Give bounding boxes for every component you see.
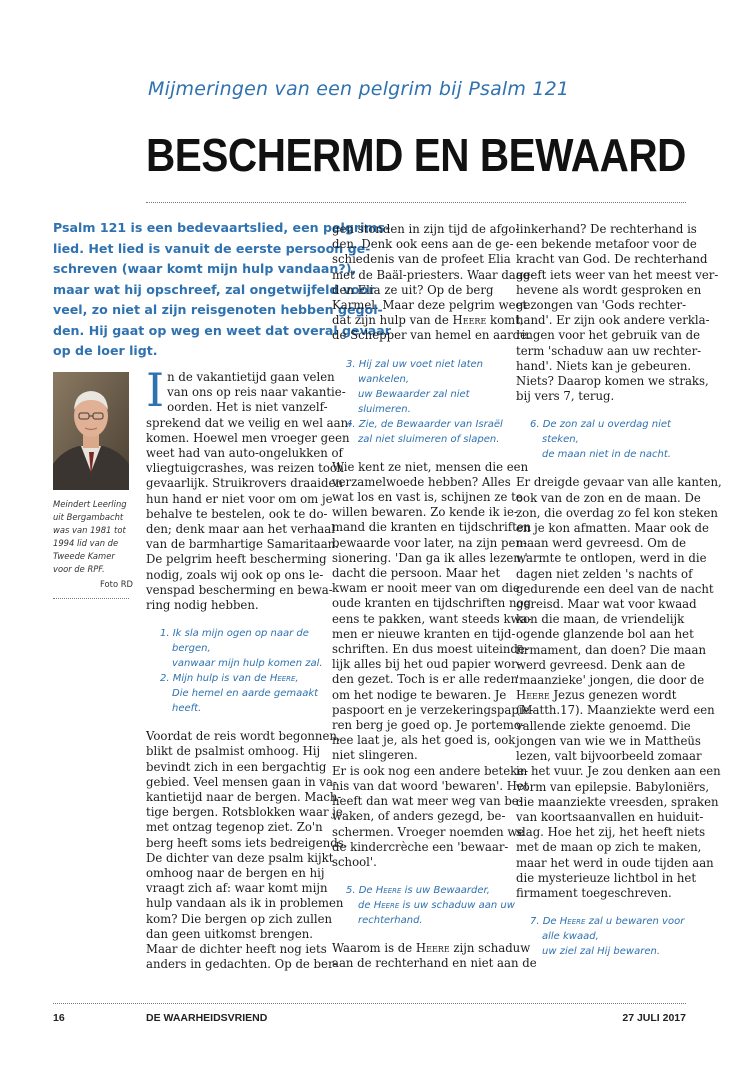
verse-line: 6. De zon zal u overdag niet [530, 419, 671, 431]
portrait-illustration [53, 372, 129, 490]
psalm-verse [516, 417, 686, 462]
text-line: de kindercrèche een 'bewaar- [332, 839, 509, 854]
verse-line: de Heere is uw schaduw aan uw [358, 900, 515, 912]
text-line: gen stonden in zijn tijd de afgo- [332, 222, 520, 236]
text-line: anders in gedachten. Op de ber- [146, 957, 338, 972]
verse-line: rechterhand. [358, 915, 423, 927]
text-line: niet slingeren. [332, 748, 418, 763]
text-line: ringen voor het gebruik van de [516, 328, 701, 343]
text-line: van ons op reis naar vakantie- [167, 385, 346, 400]
text-line: schiedenis van de profeet Elia [332, 252, 511, 267]
photo-credit: Foto RD [100, 579, 133, 589]
paragraph [332, 222, 535, 313]
paragraph [516, 475, 722, 688]
verse-line: alle kwaad, [542, 931, 599, 943]
caption-line: voor de RPF. [53, 564, 105, 574]
text-line: dat zijn hulp van de Heere komt, [332, 313, 524, 328]
verse-line: 7. De Heere zal u bewaren voor [530, 916, 685, 928]
psalm-verse [516, 914, 686, 959]
lead-line: veel, zo niet al zijn reisgenoten hebben gegol- [53, 302, 383, 317]
photo-caption [53, 498, 133, 591]
text-line: hun hand er niet voor om om je [146, 491, 333, 506]
text-line: firmament toegeschreven. [516, 885, 672, 900]
verse-line: 1. Ik sla mijn ogen op naar de [160, 628, 309, 640]
text-line: kracht van God. De rechterhand [516, 252, 708, 267]
text-line: hulp vandaan als ik in problemen [146, 896, 344, 911]
text-line: nis van dat woord 'bewaren'. Het [332, 778, 529, 793]
text-line: slag. Hoe het zij, het heeft niets [516, 825, 706, 840]
text-line: ren berg je goed op. Je portemo- [332, 718, 525, 733]
text-line: oude kranten en tijdschriften nog [332, 596, 532, 611]
text-line: die mysterieuze lichtbol in het [516, 870, 697, 885]
verse-line: 4. Zie, de Bewaarder van Israël [346, 418, 503, 430]
text-line: lezen, valt bijvoorbeeld zomaar [516, 749, 702, 764]
text-line: Voordat de reis wordt begonnen, [146, 729, 341, 744]
article-title: BESCHERMD EN BEWAARD [146, 129, 686, 181]
text-line: vraagt zich af: waar komt mijn [146, 881, 328, 896]
text-line: vorm van epilepsie. Babyloniërs, [516, 779, 710, 794]
text-line: jongen van wie we in Mattheüs [516, 733, 701, 748]
lead-line: lied. Het lied is vanuit de eerste persoon ge- [53, 240, 371, 256]
text-line: kwam er nooit meer van om die [332, 581, 520, 596]
text-line: schriften. En dus moest uiteinde- [332, 642, 529, 657]
paragraph [146, 729, 348, 972]
verse-line: Die hemel en aarde gemaakt [172, 688, 319, 700]
article-lead [53, 218, 392, 362]
text-line: zon, die overdag zo fel kon steken [516, 505, 718, 520]
text-line: linkerhand? De rechterhand is [516, 222, 697, 236]
text-line: die maanziekte vreesden, spraken [516, 794, 719, 809]
paragraph [146, 415, 353, 614]
caption-divider [53, 598, 129, 599]
text-line: geeft iets weer van het meest ver- [516, 267, 719, 282]
text-line: Niets? Daarop komen we straks, [516, 374, 709, 389]
caption-line: Meindert Leerling [53, 499, 127, 509]
text-line: weet had van auto-ongelukken of [146, 446, 343, 461]
verse-line: de maan niet in de nacht. [542, 449, 671, 461]
issue-date: 27 JULI 2017 [622, 1012, 686, 1024]
text-line: kantietijd naar de bergen. Mach- [146, 790, 342, 805]
text-line: Waarom is de Heere zijn schaduw [332, 941, 531, 956]
verse-line: 2. Mijn hulp is van de Heere, [160, 673, 299, 685]
body-column-3 [516, 222, 722, 959]
verse-line: heeft. [172, 703, 202, 715]
text-line: sionering. 'Dan ga ik alles lezen,' [332, 550, 528, 565]
verse-line: uw ziel zal Hij bewaren. [542, 946, 661, 958]
paragraph [332, 459, 534, 870]
text-line: maan werd gevreesd. Om de [516, 536, 687, 551]
text-line: werd gevreesd. Denk aan de [516, 657, 686, 672]
caption-line: 1994 lid van de [53, 538, 119, 548]
text-line: kon die maan, de vriendelijk [516, 612, 685, 627]
lead-line: maar wat hij opschreef, zal ongetwijfeld voor [53, 281, 375, 297]
text-line: waken, of anders gezegd, be- [332, 809, 506, 824]
text-line: hand'. Er zijn ook andere verkla- [516, 313, 710, 328]
text-line: Heere Jezus genezen wordt [516, 688, 677, 703]
verse-line: 5. De Heere is uw Bewaarder, [346, 885, 490, 897]
text-line: school'. [332, 854, 377, 869]
text-line: met de Baäl-priesters. Waar daag- [332, 267, 535, 282]
text-line: De dichter van deze psalm kijkt [146, 850, 334, 865]
psalm-verse [332, 357, 502, 447]
text-line: kom? Die bergen op zich zullen [146, 911, 333, 926]
text-line: warmte te ontlopen, werd in die [516, 551, 707, 566]
text-line: gedurende een deel van de nacht [516, 581, 714, 596]
footer-divider [53, 1003, 686, 1004]
text-line: hevene als wordt gesproken en [516, 282, 702, 297]
text-line: verzamelwoede hebben? Alles [332, 474, 511, 489]
text-line: berg heeft soms iets bedreigends. [146, 835, 348, 850]
caption-line: was van 1981 tot [53, 525, 126, 535]
text-line: (Matth.17). Maanziekte werd een [516, 703, 715, 718]
text-line: om het nodige te bewaren. Je [332, 687, 507, 702]
text-line: willen bewaren. Zo kende ik ie- [332, 505, 518, 520]
text-line: bij vers 7, terug. [516, 389, 615, 404]
text-line: blikt de psalmist omhoog. Hij [146, 744, 321, 759]
verse-line: steken, [542, 434, 579, 446]
text-line: heeft dan wat meer weg van be- [332, 794, 523, 809]
text-line: mand die kranten en tijdschriften [332, 520, 532, 535]
text-line: gebied. Veel mensen gaan in va- [146, 774, 337, 789]
text-line: de Schepper van hemel en aarde. [332, 328, 531, 343]
lead-line: op de loer ligt. [53, 343, 158, 358]
text-line: den; denk maar aan het verhaal [146, 522, 335, 537]
text-line: gereisd. Maar wat voor kwaad [516, 597, 697, 612]
text-line: met de maan op zich te maken, [516, 840, 702, 855]
text-line: gezongen van 'Gods rechter- [516, 298, 687, 313]
text-line: lijk alles bij het oud papier wor- [332, 657, 521, 672]
text-line: Maar de dichter heeft nog iets [146, 942, 327, 957]
text-line: De pelgrim heeft bescherming [146, 552, 327, 567]
caption-line: Tweede Kamer [53, 551, 115, 561]
text-line: Er is ook nog een andere beteke- [332, 763, 529, 778]
text-line: ring nodig hebben. [146, 598, 259, 613]
dropcap: I [146, 363, 165, 417]
text-line: firmament, dan doen? Die maan [516, 642, 707, 657]
text-line: eens te pakken, want steeds kwa- [332, 611, 532, 626]
text-line: venspad bescherming en bewa- [146, 582, 333, 597]
text-line: van koortsaanvallen en huiduit- [516, 809, 704, 824]
lead-line: schreven (waar komt mijn hulp vandaan?), [53, 261, 357, 276]
text-line: Er dreigde gevaar van alle kanten, [516, 475, 722, 490]
text-line: dan geen uitkomst brengen. [146, 926, 313, 941]
text-line: van de barmhartige Samaritaan. [146, 537, 339, 552]
text-line: gevaarlijk. Struikrovers draaiden [146, 476, 343, 491]
author-photo [53, 372, 129, 490]
text-line: aan de rechterhand en niet aan de [332, 956, 537, 971]
text-line: den. Denk ook eens aan de ge- [332, 237, 514, 252]
body-column-1 [146, 363, 353, 973]
psalm-verse [146, 626, 323, 716]
text-line: den gezet. Toch is er alle reden [332, 672, 519, 687]
text-line: 'maanzieke' jongen, die door de [516, 673, 705, 688]
text-line: ogende glanzende bol aan het [516, 627, 694, 642]
text-line: vliegtuigcrashes, was reizen toch [146, 461, 344, 476]
psalm-verse [332, 883, 515, 928]
body-column-2 [332, 222, 537, 972]
verse-line: 3. Hij zal uw voet niet laten [346, 358, 483, 370]
text-line: tige bergen. Rotsblokken waar je [146, 805, 343, 820]
verse-line: sluimeren. [358, 403, 411, 415]
text-line: en je kon afmatten. Maar ook de [516, 521, 709, 536]
article-kicker: Mijmeringen van een pelgrim bij Psalm 121 [148, 78, 570, 100]
text-line: n de vakantietijd gaan velen [167, 370, 335, 384]
text-line: schermen. Vroeger noemden we [332, 824, 525, 839]
text-line: maar het werd in oude tijden aan [516, 855, 714, 870]
paragraph [516, 703, 721, 901]
verse-line: zal niet sluimeren of slapen. [358, 433, 500, 445]
caption-line: uit Bergambacht [53, 512, 124, 522]
lead-line: den. Hij gaat op weg en weet dat overal gevaar [53, 322, 392, 338]
text-line: vallende ziekte genoemd. Die [516, 718, 691, 733]
text-line: Wie kent ze niet, mensen die een [332, 459, 529, 474]
text-line: men er nieuwe kranten en tijd- [332, 626, 516, 641]
page-number: 16 [53, 1012, 65, 1024]
text-line: dacht die persoon. Maar het [332, 566, 501, 581]
text-line: in het vuur. Je zou denken aan een [516, 764, 721, 779]
text-line: omhoog naar de bergen en hij [146, 866, 325, 881]
text-line: met ontzag tegenop ziet. Zo'n [146, 820, 323, 835]
text-line: paspoort en je verzekeringspapie- [332, 702, 534, 717]
text-line: nodig, zoals wij ook op ons le- [146, 567, 324, 582]
text-line: bewaarde voor later, na zijn pen- [332, 535, 527, 550]
verse-line: vanwaar mijn hulp komen zal. [172, 658, 323, 670]
text-line: wat los en vast is, schijnen ze te [332, 490, 523, 505]
text-line: hand'. Niets kan je gebeuren. [516, 358, 692, 373]
header-divider [146, 202, 686, 203]
verse-line: wankelen, [358, 373, 410, 385]
dropcap-paragraph [146, 363, 346, 417]
lead-line: Psalm 121 is een bedevaartslied, een pelgrims- [53, 220, 391, 235]
text-line: term 'schaduw aan uw rechter- [516, 343, 702, 358]
text-line: Karmel. Maar deze pelgrim weet [332, 298, 528, 313]
text-line: den Elia ze uit? Op de berg [332, 282, 494, 297]
verse-line: bergen, [172, 643, 211, 655]
text-line: nee laat je, als het goed is, ook [332, 733, 516, 748]
text-line: komen. Hoewel men vroeger geen [146, 430, 350, 445]
text-line: behalve te bestelen, ook te do- [146, 506, 328, 521]
text-line: bevindt zich in een bergachtig [146, 759, 327, 774]
text-line: ook van de zon en de maan. De [516, 490, 701, 505]
paragraph [516, 222, 719, 404]
magazine-name: DE WAARHEIDSVRIEND [146, 1012, 268, 1024]
text-line: dagen niet zelden 's nachts of [516, 566, 693, 581]
text-line: een bekende metafoor voor de [516, 237, 697, 252]
text-line: oorden. Het is niet vanzelf- [167, 400, 328, 415]
text-line: sprekend dat we veilig en wel aan- [146, 415, 353, 430]
verse-line: uw Bewaarder zal niet [358, 388, 470, 400]
